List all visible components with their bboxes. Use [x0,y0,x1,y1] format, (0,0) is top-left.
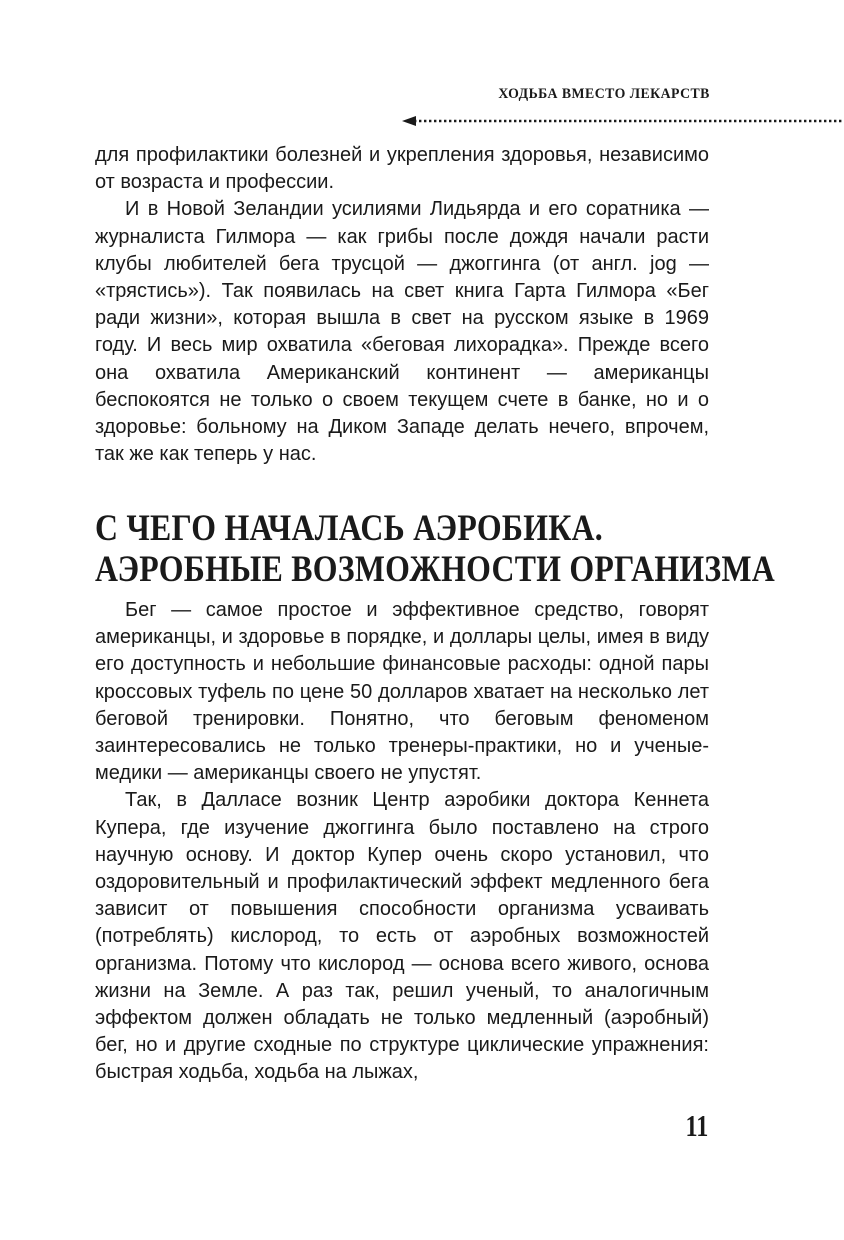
section-heading-line-2: АЭРОБНЫЕ ВОЗМОЖНОСТИ ОРГАНИЗМА [95,549,776,590]
page-number: 11 [685,1108,708,1143]
dotted-arrow-rule-icon [400,113,844,129]
paragraph-new-zealand: И в Новой Зеландии усилиями Лидьярда и его соратника — журналиста Гилмора — как грибы после дождя начали расти клубы любителей бега трусцой — джоггинга (от англ. jog — «трястись»). Так появилась на свет книга Гарта Гилмора «Бег ради жизни», которая вышла в свет на русском языке в 1969 году. И весь мир охватила «беговая лихорадка». Прежде всего она охватила Американский континент — американцы беспокоятся не только о своем текущем счете в банке, но и о здоровье: больному на Диком Западе делать нечего, впрочем, так же как теперь у нас. [95,198,709,466]
body-text-top [95,142,709,468]
section-heading [95,508,776,590]
paragraph-running: Бег — самое простое и эффективное средство, говорят американцы, и здоровье в порядке, и доллары целы, имея в виду его доступность и небольшие финансовые расходы: одной пары кроссовых туфель по цене 50 долларов хватает на несколько лет беговой тренировки. Понятно, что беговым феноменом заинтересовались не только тренеры-практики, но и ученые-медики — американцы своего не упустят. [95,599,709,785]
section-heading-line-1: С ЧЕГО НАЧАЛАСЬ АЭРОБИКА. [95,508,603,549]
body-text-bottom [95,597,709,1087]
paragraph-dallas: Так, в Далласе возник Центр аэробики доктора Кеннета Купера, где изучение джоггинга было поставлено на строго научную основу. И доктор Купер очень скоро установил, что оздоровительный и профилактический эффект медленного бега зависит от повышения способности организма усваивать (потреблять) кислород, то есть от аэробных возможностей организма. Потому что кислород — основа всего живого, основа жизни на Земле. А раз так, решил ученый, то аналогичным эффектом должен обладать не только медленный (аэробный) бег, но и другие сходные по структуре циклические упражнения: быстрая ходьба, ходьба на лыжах, [95,789,709,1084]
running-head-title: ХОДЬБА ВМЕСТО ЛЕКАРСТВ [498,86,710,102]
paragraph-continuation: для профилактики болезней и укрепления здоровья, независимо от возраста и профессии. [95,144,709,194]
